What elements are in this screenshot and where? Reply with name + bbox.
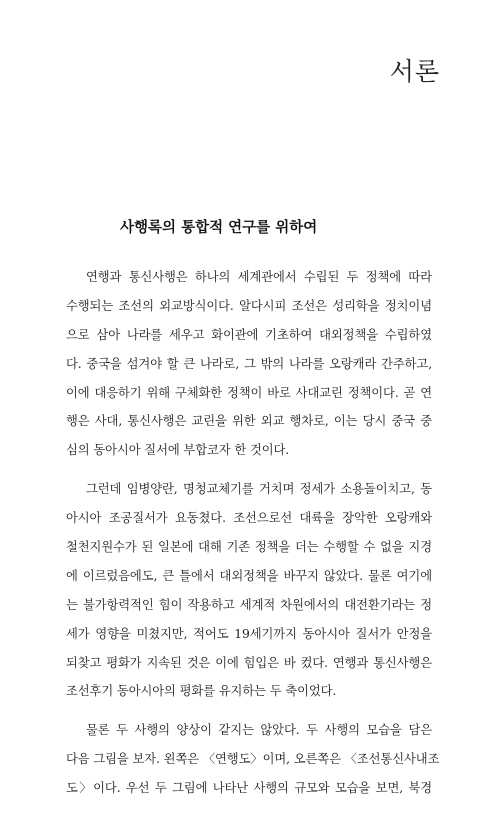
text-line: 행은 사대, 통신사행은 교린을 위한 외교 행차로, 이는 당시 중국 중 [66,414,432,429]
text-line: 되찾고 평화가 지속된 것은 이에 힘입은 바 컸다. 연행과 통신사행은 [66,655,432,670]
text-line: 수행되는 조선의 외교방식이다. 알다시피 조선은 성리학을 정치이념 [66,298,432,313]
text-line: 조선후기 동아시아의 평화를 유지하는 두 축이었다. [66,684,337,699]
body-text [66,263,440,813]
text-line: 그런데 임병양란, 명청교체기를 거치며 정세가 소용돌이치고, 동 [86,482,432,497]
paragraph-1 [66,263,432,465]
text-line: 으로 삼아 나라를 세우고 화이관에 기초하여 대외정책을 수립하였 [66,327,432,342]
text-line: 아시아 조공질서가 요동쳤다. 조선으로선 대륙을 장악한 오랑캐와 [66,511,432,526]
chapter-title: 서론 [389,57,440,86]
paragraph-3 [66,716,440,803]
text-line: 다. 중국을 섬겨야 할 큰 나라로, 그 밖의 나라를 오랑캐라 간주하고, [66,356,432,371]
text-line: 이에 대응하기 위해 구체화한 정책이 바로 사대교린 정책이다. 곧 연 [66,385,432,400]
text-line: 도〉이다. 우선 두 그림에 나타난 사행의 규모와 모습을 보면, 북경 [66,781,432,796]
section-heading: 사행록의 통합적 연구를 위하여 [120,220,318,236]
paragraph-2 [66,475,432,706]
text-line: 철천지원수가 된 일본에 대해 기존 정책을 더는 수행할 수 없을 지경 [66,540,432,555]
text-line: 물론 두 사행의 양상이 같지는 않았다. 두 사행의 모습을 담은 [86,723,432,738]
text-line: 다음 그림을 보자. 왼쪽은 〈연행도〉이며, 오른쪽은 〈조선통신사내조 [66,752,440,767]
text-line: 연행과 통신사행은 하나의 세계관에서 수립된 두 정책에 따라 [86,270,432,284]
text-line: 는 불가항력적인 힘이 작용하고 세계적 차원에서의 대전환기라는 정 [66,597,432,612]
text-line: 에 이르렀음에도, 큰 틀에서 대외정책을 바꾸지 않았다. 물론 여기에 [66,568,432,583]
text-line: 심의 동아시아 질서에 부합코자 한 것이다. [66,443,290,458]
text-line: 세가 영향을 미쳤지만, 적어도 19세기까지 동아시아 질서가 안정을 [66,626,432,641]
